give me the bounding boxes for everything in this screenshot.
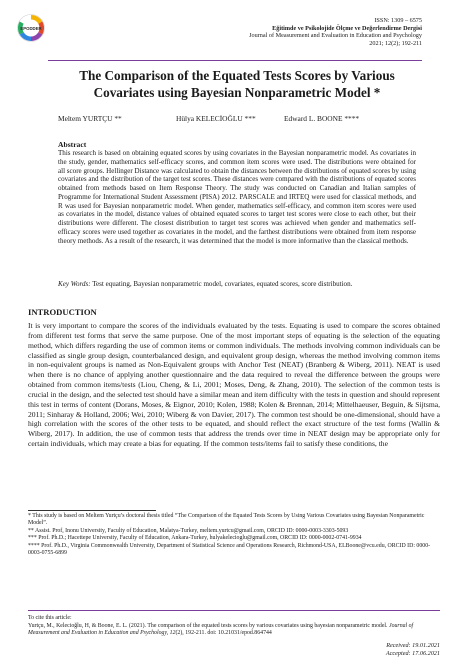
logo-text: EPODDER bbox=[20, 25, 42, 31]
paper-title: The Comparison of the Equated Tests Scores by Various Covariates using Bayesian Nonparametric Model * bbox=[79, 68, 395, 100]
issn: ISSN: 1309 – 6575 bbox=[374, 17, 422, 24]
article-dates bbox=[386, 642, 440, 657]
abstract-text: This research is based on obtaining equated scores by using covariates in the Bayesian nonparametric model. As covariates in the study, gender, mathematics self-efficacy scores, and common item scores were used. The distributions were obtained for all score groups. Hellinger Distance was calculated to obtain the distances between the distributions of equated scores by using covariates and the distribution of the target test scores. These distances were compared with the distributions of equated scores obtained from methods based on Item Response Theory. The study was conducted on Canadian and Italian samples of Programme for International Student Assessment (PISA) 2012. PARSCALE and IRTEQ were used for classical methods, and R was used for Bayesian nonparametric model. When gender, mathematics self-efficacy, and common item scores were used as covariates in the model, distance values of obtained equated scores to target test scores were close to each other, but their distributions were different. The closest distribution to target test scores was achieved when gender and mathematics self-efficacy scores were used together as covariates in the model, and the farthest distributions were obtained from item response theory methods. As a result of the research, it was determined that the model is more informative than the classical methods. bbox=[58, 149, 416, 245]
keywords-text: Test equating, Bayesian nonparametric model, covariates, equated scores, score distribution. bbox=[92, 280, 353, 288]
header-rule bbox=[48, 60, 422, 61]
received-date: Received: 19.01.2021 bbox=[386, 642, 440, 649]
footnotes bbox=[28, 513, 440, 557]
footnote-1: * This study is based on Meltem Yurtçu’s doctoral thesis titled “The Comparison of the Equated Tests Scores by Using Various Covariates using Bayesian Nonparametric Model”. bbox=[28, 513, 425, 527]
accepted-date: Accepted: 17.06.2021 bbox=[385, 649, 440, 657]
citation-rule bbox=[28, 610, 440, 611]
journal-name-tr: Eğitimde ve Psikolojide Ölçme ve Değerlendirme Dergisi bbox=[272, 24, 422, 32]
author-3: Edward L. BOONE **** bbox=[284, 114, 360, 123]
keywords bbox=[58, 280, 416, 289]
citation-pages-doi: (2), 192-211. doi: 10.21031/epod.864744 bbox=[175, 630, 272, 637]
journal-volume: 2021; 12(2); 192-211 bbox=[369, 39, 422, 47]
citation-text bbox=[28, 623, 440, 637]
citation-label: To cite this article: bbox=[28, 615, 72, 621]
author-list bbox=[58, 114, 422, 124]
journal-logo bbox=[16, 13, 46, 43]
abstract-heading: Abstract bbox=[58, 140, 87, 149]
introduction-text: It is very important to compare the scores of the individuals evaluated by the tests. Equating is used to compare the scores obtained from different test forms that serve the same purpose. One of the most important steps of equating is the selection of the equating method, which differs regarding the use of common items or common individuals. The methods involving common individuals can be classified as single group design, counterbalanced design, and equivalent group design, whereas the method involving common items in non-equivalent groups is named as Non-Equivalent groups with Anchor Test (NEAT) (Branberg & Wiberg, 2011). NEAT is used when there is no chance of applying another questionnaire and the data required to reveal the difference between the groups were obtained from common items/tests (Liou, Cheng, & Li, 2001; Moses, Deng, & Zhang, 2010). The selection of the common tests is crucial in the design, and the selected test should have a similar mean and item difficulty with the tests in question and should represent this test in terms of content (Dorans, Moses, & Eignor, 2010; Kolen, 1988; Kolen & Brennan, 2014; Mittelhaeuser, Beguin, & Sijtsma, 2011; Sinharay & Holland, 2006; Wei, 2010; Wiberg & von Davier, 2017). The common test should be one-dimensional, should have a high correlation with the scores of the other tests to be equated, and should reflect the exact structure of the test forms (Wallin & Wiberg, 2017). In addition, the use of common tests that address the trends over time in NEAT design may be appropriate only for certain individuals, which may create a bias for equating. If the common tests/items fail to satisfy these conditions, the bbox=[28, 321, 440, 449]
introduction-heading: INTRODUCTION bbox=[28, 307, 97, 317]
journal-name-en: Journal of Measurement and Evaluation in Education and Psychology bbox=[249, 32, 422, 40]
keywords-label: Key Words: bbox=[58, 280, 91, 288]
author-1: Meltem YURTÇU ** bbox=[58, 114, 122, 123]
journal-header bbox=[122, 17, 422, 47]
footnote-4: **** Prof. Ph.D., Virginia Commonwealth University, Department of Statistical Science and Operations Research, Richmond-USA, ELBoone@vcu.edu, ORCID ID: 0000-0003-0755-6899 bbox=[28, 542, 431, 556]
footnote-3: *** Prof. Ph.D.; Hacettepe University, Faculty of Education, Ankara-Turkey, hulyakelecioglu@gmail.com, ORCID ID: 0000-0002-0741-9934 bbox=[28, 535, 362, 542]
citation-authors-title: Yurtçu, M., Kelecioğlu, H, & Boone, E. L. (2021). The comparison of the equated tests scores by various covariates using bayesian nonparametric model. bbox=[28, 623, 388, 629]
author-2: Hülya KELECİOĞLU *** bbox=[176, 114, 256, 123]
citation-journal: Journal of Measurement and Evaluation in Education and Psychology, 12 bbox=[28, 623, 414, 637]
footnote-rule bbox=[28, 510, 156, 511]
footnote-2: ** Assist. Prof, Inonu University, Faculty of Education, Malatya-Turkey, meltem.yurtcu@gmail.com, ORCID ID: 0000-0003-3303-5093 bbox=[28, 527, 349, 534]
